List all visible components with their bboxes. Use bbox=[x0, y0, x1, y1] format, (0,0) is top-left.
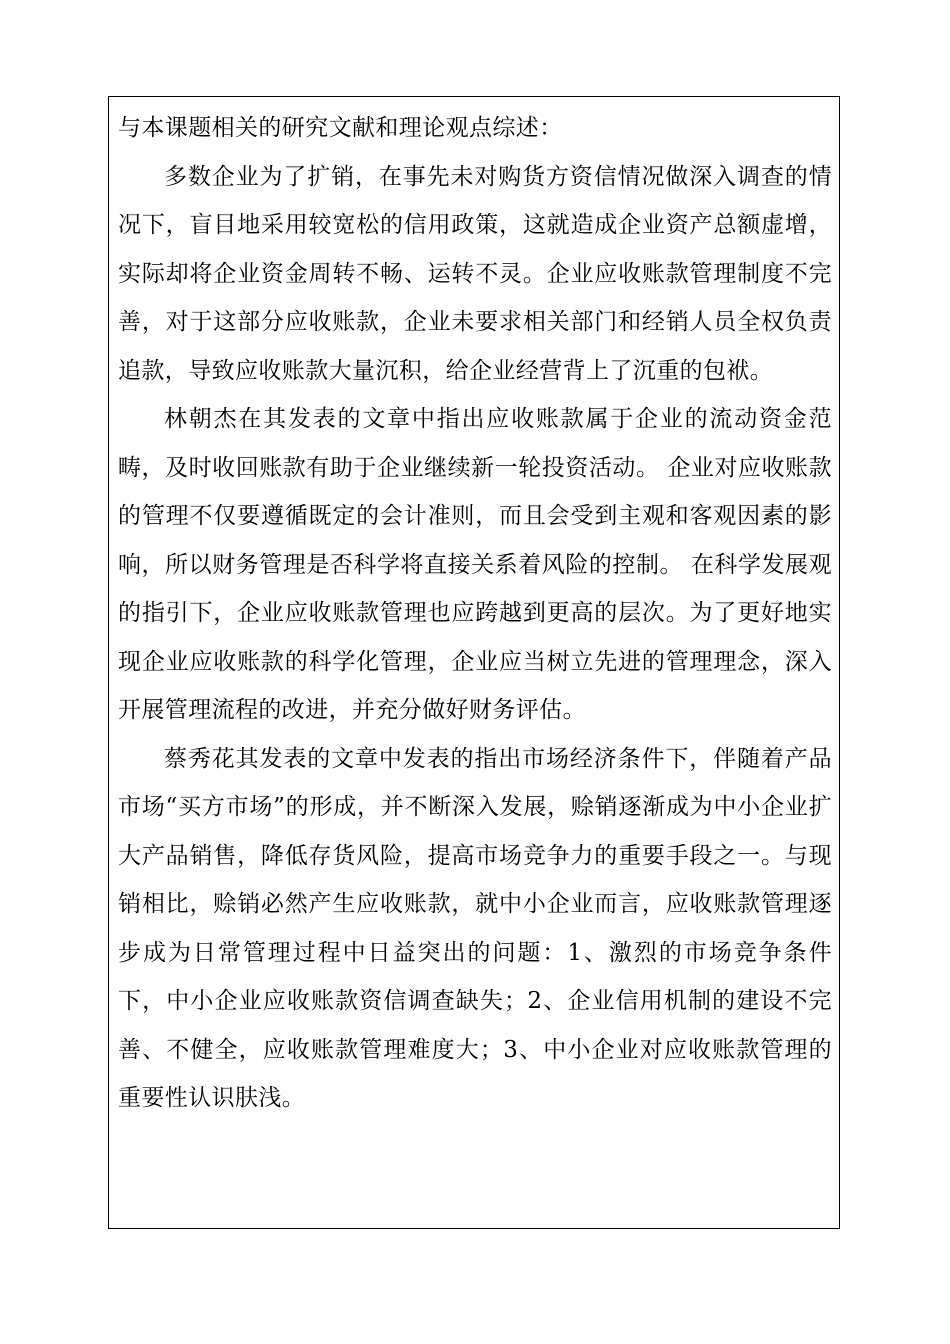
paragraph-1: 多数企业为了扩销，在事先未对购货方资信情况做深入调查的情况下，盲目地采用较宽松的信用政策，这就造成企业资产总额虚增，实际却将企业资金周转不畅、运转不灵。企业应收账款管理制度不完善，对于这部分应收账款，企业未要求相关部门和经销人员全权负责追款，导致应收账款大量沉积，给企业经营背上了沉重的包袱。 bbox=[118, 163, 832, 384]
paragraph-2: 林朝杰在其发表的文章中指出应收账款属于企业的流动资金范畴，及时收回账款有助于企业继续新一轮投资活动。 企业对应收账款的管理不仅要遵循既定的会计准则，而且会受到主观和客观因素的影响，所以财务管理是否科学将直接关系着风险的控制。 在科学发展观的指引下，企业应收账款管理也应跨越到更高的层次。为了更好地实现企业应收账款的科学化管理，企业应当树立先进的管理理念，深入开展管理流程的改进，并充分做好财务评估。 bbox=[118, 406, 832, 723]
paragraph-3: 蔡秀花其发表的文章中发表的指出市场经济条件下，伴随着产品市场“买方市场”的形成，并不断深入发展，赊销逐渐成为中小企业扩大产品销售，降低存货风险，提高市场竞争力的重要手段之一。与现销相比，赊销必然产生应收账款，就中小企业而言，应收账款管理逐步成为日常管理过程中日益突出的问题：1、激烈的市场竞争条件下，中小企业应收账款资信调查缺失；2、企业信用机制的建设不完善、不健全，应收账款管理难度大；3、中小企业对应收账款管理的重要性认识肤浅。 bbox=[118, 745, 832, 1111]
section-heading: 与本课题相关的研究文献和理论观点综述： bbox=[118, 115, 563, 141]
literature-review-section bbox=[118, 104, 832, 1123]
